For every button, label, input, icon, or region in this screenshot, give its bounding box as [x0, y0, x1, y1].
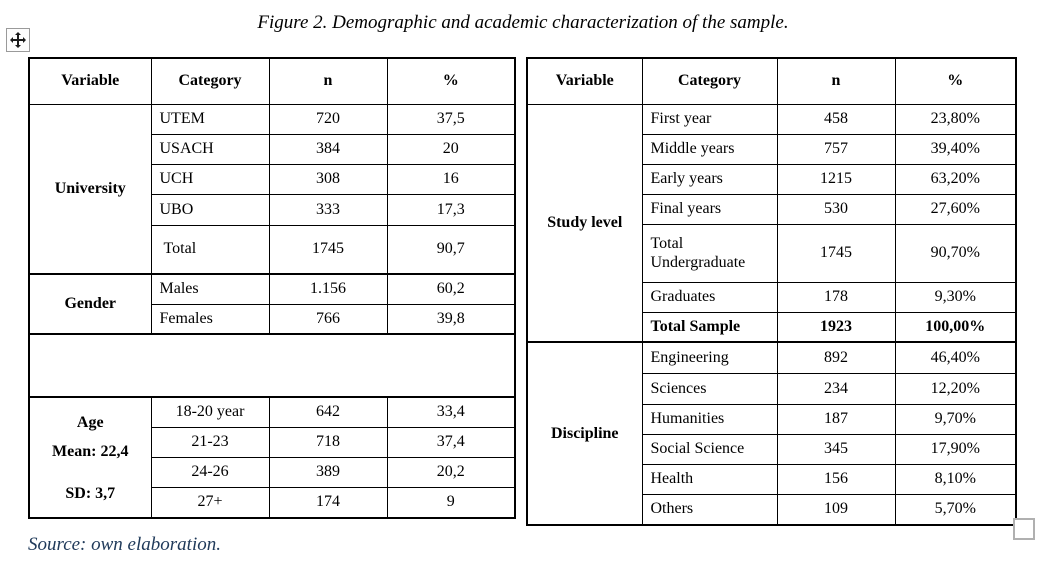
percent-cell: 20,2	[387, 457, 515, 487]
n-cell: 458	[777, 104, 895, 134]
category-cell: UTEM	[151, 104, 269, 134]
n-cell: 642	[269, 397, 387, 427]
n-cell: 333	[269, 194, 387, 225]
percent-cell: 33,4	[387, 397, 515, 427]
category-cell: Engineering	[642, 342, 777, 373]
category-cell: USACH	[151, 134, 269, 164]
left-table	[28, 57, 516, 519]
percent-cell: 17,90%	[895, 434, 1016, 464]
column-header-n: n	[269, 58, 387, 104]
n-cell: 187	[777, 404, 895, 434]
table-resize-handle[interactable]	[1013, 518, 1035, 540]
column-header-variable: Variable	[29, 58, 151, 104]
n-cell: 308	[269, 164, 387, 194]
category-cell: UBO	[151, 194, 269, 225]
n-cell: 234	[777, 373, 895, 404]
percent-cell: 60,2	[387, 274, 515, 304]
category-cell: Total	[151, 225, 269, 274]
column-header-n: n	[777, 58, 895, 104]
percent-cell: 17,3	[387, 194, 515, 225]
percent-cell: 9,70%	[895, 404, 1016, 434]
category-cell: 21-23	[151, 427, 269, 457]
category-cell: Graduates	[642, 282, 777, 312]
n-cell: 892	[777, 342, 895, 373]
n-cell: 389	[269, 457, 387, 487]
n-cell: 766	[269, 304, 387, 334]
category-cell-total-sample: Total Sample	[642, 312, 777, 342]
percent-cell: 90,7	[387, 225, 515, 274]
n-cell: 174	[269, 487, 387, 518]
category-cell: Humanities	[642, 404, 777, 434]
percent-cell: 5,70%	[895, 494, 1016, 525]
n-cell: 718	[269, 427, 387, 457]
column-header-category: Category	[151, 58, 269, 104]
column-header-percent: %	[387, 58, 515, 104]
percent-cell: 23,80%	[895, 104, 1016, 134]
n-cell: 1745	[269, 225, 387, 274]
category-cell: UCH	[151, 164, 269, 194]
n-cell: 1215	[777, 164, 895, 194]
percent-cell: 9	[387, 487, 515, 518]
category-cell: Final years	[642, 194, 777, 224]
category-cell: 18-20 year	[151, 397, 269, 427]
source-note: Source: own elaboration.	[28, 534, 221, 555]
column-header-percent: %	[895, 58, 1016, 104]
percent-cell: 39,40%	[895, 134, 1016, 164]
age-mean: Mean: 22,4	[52, 442, 129, 460]
variable-cell-discipline: Discipline	[527, 342, 642, 525]
table-move-handle[interactable]	[6, 28, 30, 52]
category-cell: Sciences	[642, 373, 777, 404]
variable-cell-study-level: Study level	[527, 104, 642, 342]
n-cell: 178	[777, 282, 895, 312]
right-table	[526, 57, 1017, 526]
category-cell: Early years	[642, 164, 777, 194]
n-cell: 757	[777, 134, 895, 164]
category-cell: 24-26	[151, 457, 269, 487]
move-icon	[10, 32, 26, 48]
age-sd: SD: 3,7	[65, 484, 116, 502]
n-cell: 1745	[777, 224, 895, 282]
figure-caption: Figure 2. Demographic and academic characterization of the sample.	[257, 12, 789, 33]
percent-cell: 63,20%	[895, 164, 1016, 194]
percent-cell: 9,30%	[895, 282, 1016, 312]
category-cell: Health	[642, 464, 777, 494]
percent-cell: 16	[387, 164, 515, 194]
variable-cell-university: University	[29, 104, 151, 274]
n-cell: 156	[777, 464, 895, 494]
percent-cell: 12,20%	[895, 373, 1016, 404]
n-cell: 109	[777, 494, 895, 525]
category-cell: Middle years	[642, 134, 777, 164]
category-cell: Total Undergraduate	[642, 224, 777, 282]
category-cell: Social Science	[642, 434, 777, 464]
category-cell: Others	[642, 494, 777, 525]
percent-cell: 46,40%	[895, 342, 1016, 373]
percent-cell: 100,00%	[895, 312, 1016, 342]
percent-cell: 39,8	[387, 304, 515, 334]
variable-cell-age	[29, 397, 151, 518]
category-cell: 27+	[151, 487, 269, 518]
percent-cell: 27,60%	[895, 194, 1016, 224]
n-cell: 345	[777, 434, 895, 464]
column-header-category: Category	[642, 58, 777, 104]
category-cell: Females	[151, 304, 269, 334]
n-cell: 720	[269, 104, 387, 134]
n-cell: 1923	[777, 312, 895, 342]
n-cell: 530	[777, 194, 895, 224]
n-cell: 1.156	[269, 274, 387, 304]
column-header-variable: Variable	[527, 58, 642, 104]
percent-cell: 37,5	[387, 104, 515, 134]
percent-cell: 8,10%	[895, 464, 1016, 494]
percent-cell: 37,4	[387, 427, 515, 457]
category-cell: Males	[151, 274, 269, 304]
percent-cell: 90,70%	[895, 224, 1016, 282]
empty-row-cell	[29, 334, 515, 397]
percent-cell: 20	[387, 134, 515, 164]
variable-cell-gender: Gender	[29, 274, 151, 334]
category-cell: First year	[642, 104, 777, 134]
age-label: Age	[76, 413, 104, 431]
n-cell: 384	[269, 134, 387, 164]
